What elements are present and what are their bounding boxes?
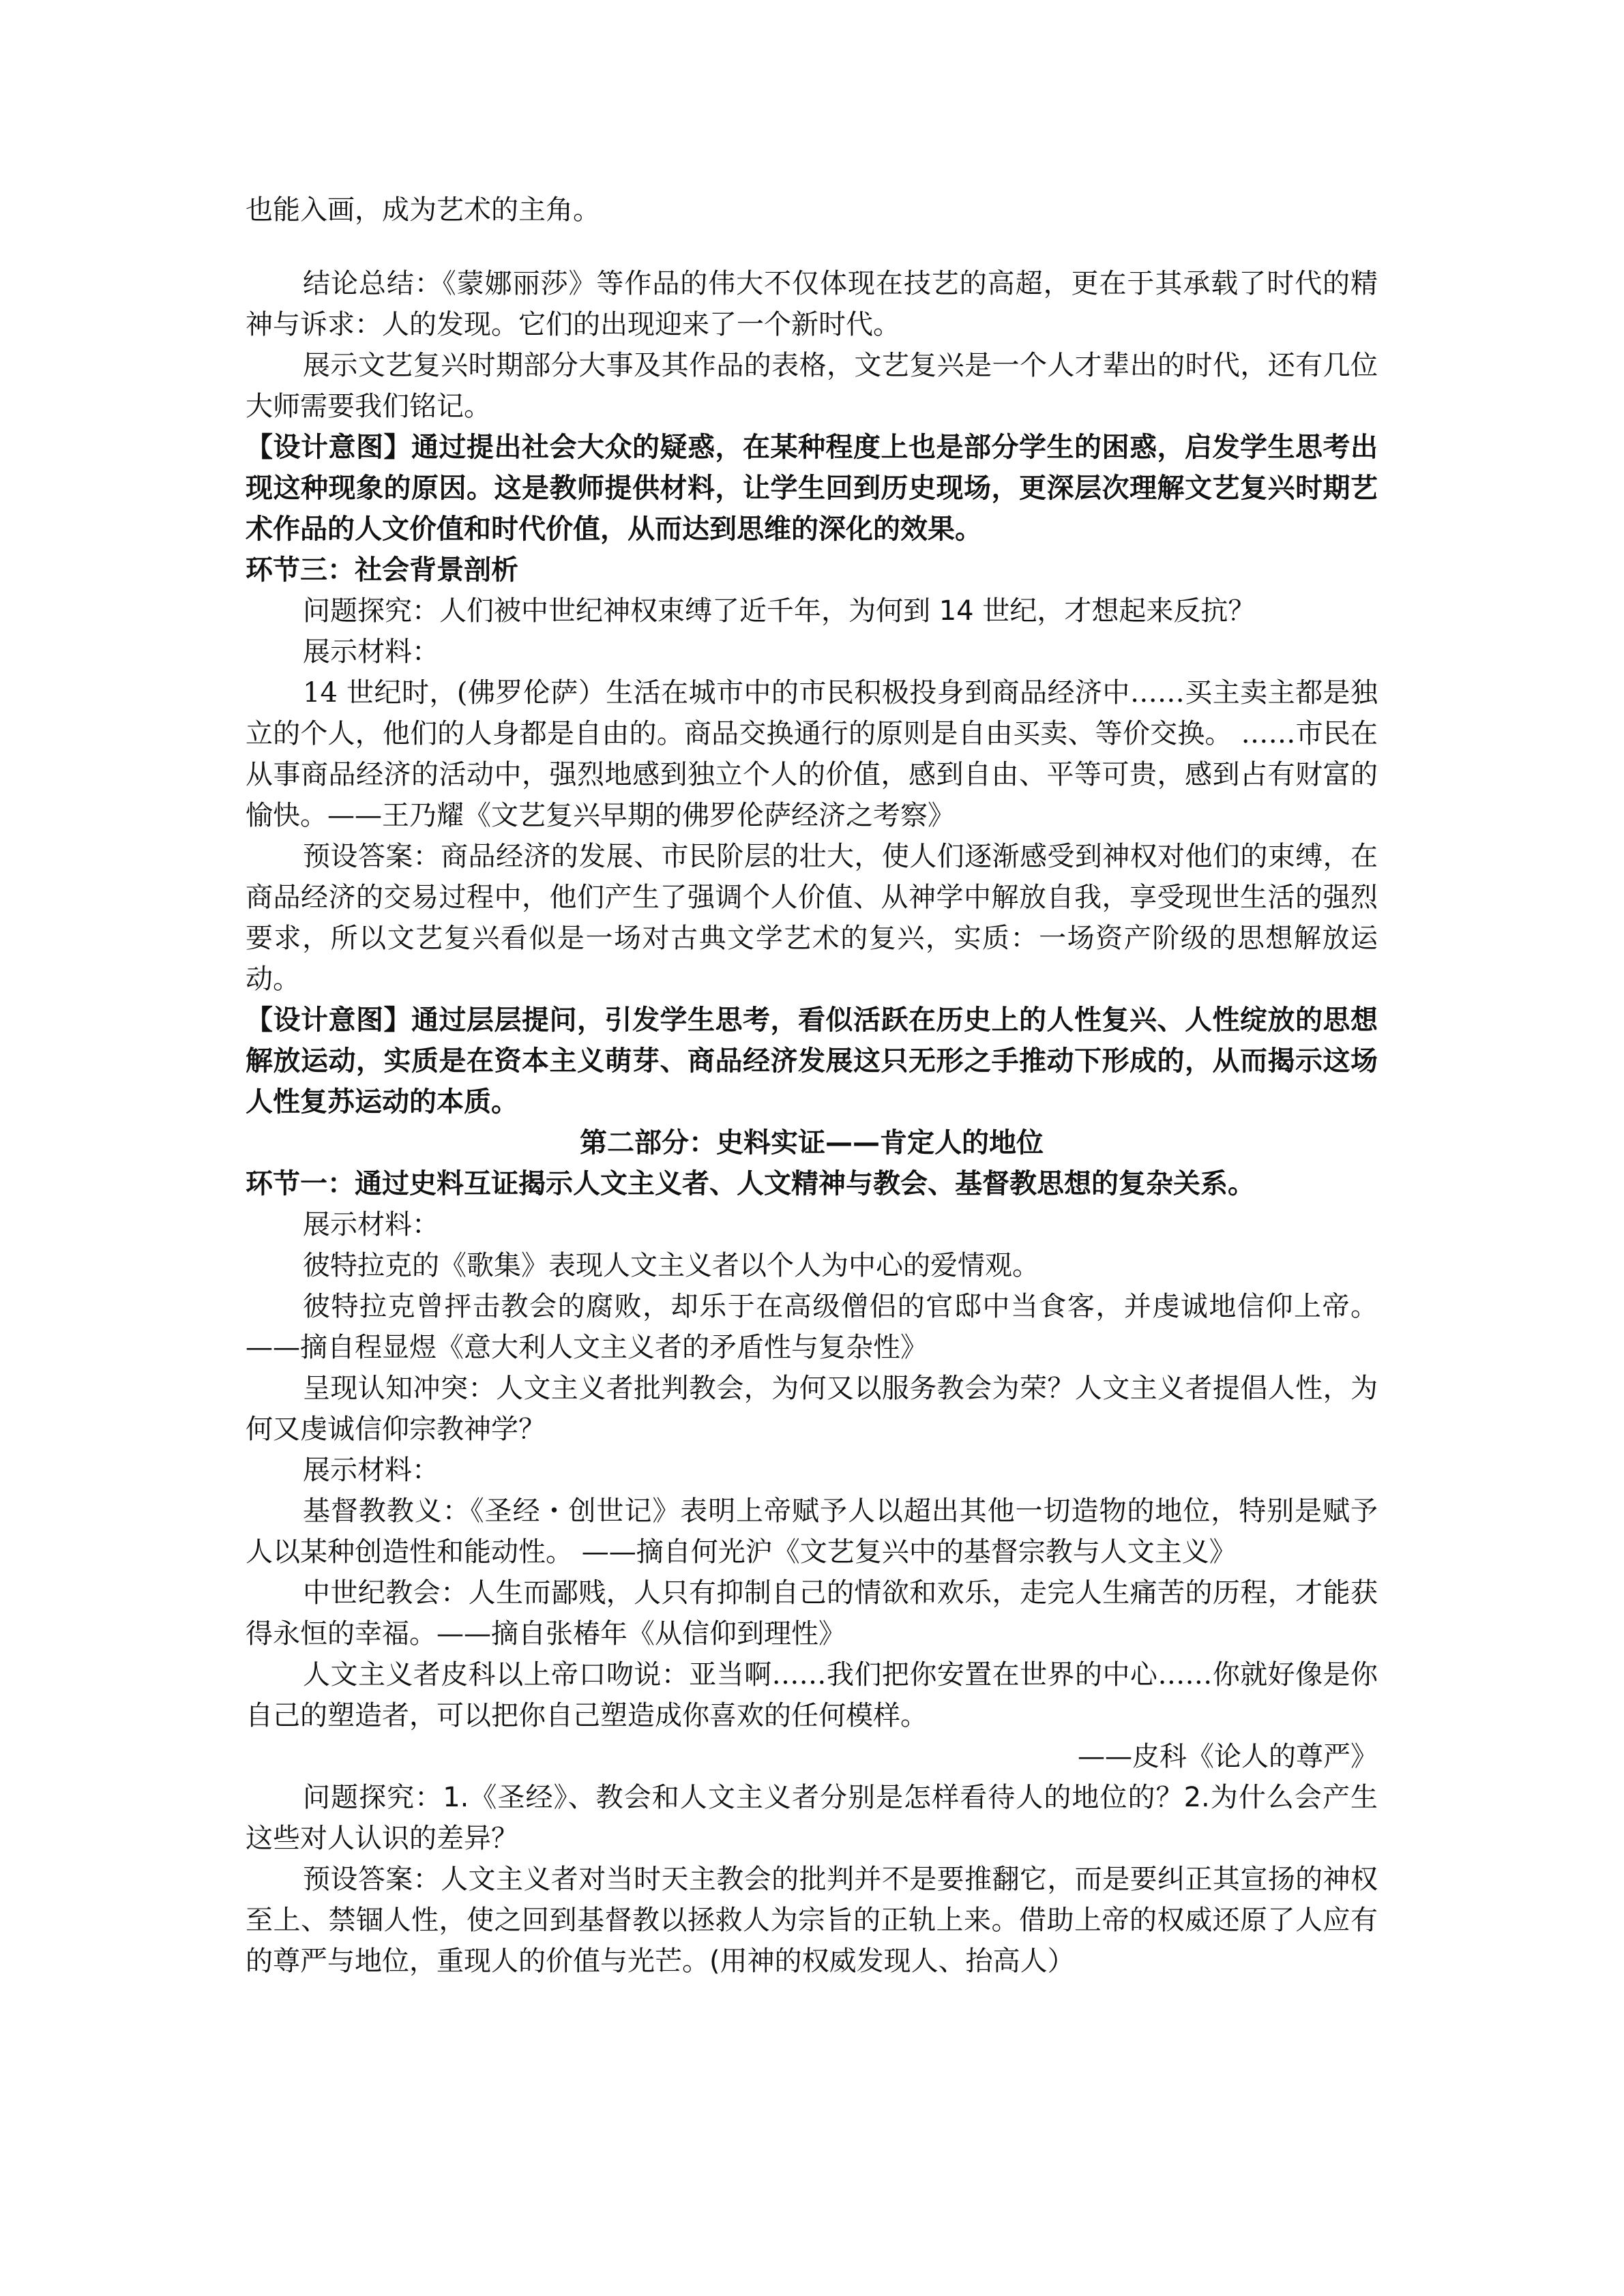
section-heading-step-one: 环节一：通过史料互证揭示人文主义者、人文精神与教会、基督教思想的复杂关系。 [246,1168,1255,1199]
material-christian-doctrine: 基督教教义：《圣经・创世记》表明上帝赋予人以超出其他一切造物的地位，特别是赋予人以某种创造性和能动性。 ——摘自何光沪《文艺复兴中的基督宗教与人文主义》 [246,1495,1378,1568]
design-intent-1: 【设计意图】通过提出社会大众的疑惑，在某种程度上也是部分学生的困惑，启发学生思考出现这种现象的原因。这是教师提供材料，让学生回到历史现场，更深层次理解文艺复兴时期艺术作品的人文价值和时代价值，从而达到思维的深化的效果。 [246,432,1378,545]
material-petrarch-songbook: 彼特拉克的《歌集》表现人文主义者以个人为中心的爱情观。 [303,1250,1039,1281]
show-material-label-2: 展示材料： [303,1209,439,1240]
design-intent-2: 【设计意图】通过层层提问，引发学生思考，看似活跃在历史上的人性复兴、人性绽放的思想解放运动，实质是在资本主义萌芽、商品经济发展这只无形之手推动下形成的，从而揭示这场人性复苏运动的本质。 [246,1004,1378,1118]
show-material-label-1: 展示材料： [303,636,439,668]
section-heading-social-background: 环节三：社会背景剖析 [246,554,518,586]
material-medieval-church: 中世纪教会：人生而鄙贱，人只有抑制自己的情欲和欢乐，走完人生痛苦的历程，才能获得永恒的幸福。——摘自张椿年《从信仰到理性》 [246,1577,1378,1650]
cognitive-conflict: 呈现认知冲突：人文主义者批判教会，为何又以服务教会为荣？人文主义者提倡人性，为何又虔诚信仰宗教神学？ [246,1373,1378,1445]
show-material-label-3: 展示材料： [303,1455,439,1486]
part-two-title: 第二部分：史料实证——肯定人的地位 [580,1127,1044,1159]
preset-answer-1: 预设答案：商品经济的发展、市民阶层的壮大，使人们逐渐感受到神权对他们的束缚，在商品经济的交易过程中，他们产生了强调个人价值、从神学中解放自我，享受现世生活的强烈要求，所以文艺复兴看似是一场对古典文学艺术的复兴，实质：一场资产阶级的思想解放运动。 [246,841,1378,995]
paragraph-table-intro: 展示文艺复兴时期部分大事及其作品的表格，文艺复兴是一个人才辈出的时代，还有几位大师需要我们铭记。 [246,350,1378,422]
paragraph-continuation: 也能入画，成为艺术的主角。 [246,194,600,226]
document-body [246,190,1378,1982]
question-inquiry-2: 问题探究：1.《圣经》、教会和人文主义者分别是怎样看待人的地位的？2.为什么会产生这些对人认识的差异？ [246,1782,1378,1854]
material-quote-florence: 14 世纪时，(佛罗伦萨）生活在城市中的市民积极投身到商品经济中……买主卖主都是独立的个人，他们的人身都是自由的。商品交换通行的原则是自由买卖、等价交换。 ……市民在从事商品经济的活动中，强烈地感到独立个人的价值，感到自由、平等可贵，感到占有财富的愉快。——王乃耀《文艺复兴早期的佛罗伦萨经济之考察》 [246,677,1378,831]
material-pico-source: ——皮科《论人的尊严》 [1078,1741,1378,1772]
preset-answer-2: 预设答案：人文主义者对当时天主教会的批判并不是要推翻它，而是要纠正其宣扬的神权至上、禁锢人性，使之回到基督教以拯救人为宗旨的正轨上来。借助上帝的权威还原了人应有的尊严与地位，重现人的价值与光芒。(用神的权威发现人、抬高人） [246,1864,1378,1977]
material-petrarch-church: 彼特拉克曾抨击教会的腐败，却乐于在高级僧侣的官邸中当食客，并虔诚地信仰上帝。——摘自程显煜《意大利人文主义者的矛盾性与复杂性》 [246,1291,1378,1363]
paragraph-conclusion: 结论总结：《蒙娜丽莎》等作品的伟大不仅体现在技艺的高超，更在于其承载了时代的精神与诉求：人的发现。它们的出现迎来了一个新时代。 [246,268,1378,340]
material-pico-quote: 人文主义者皮科以上帝口吻说：亚当啊……我们把你安置在世界的中心……你就好像是你自己的塑造者，可以把你自己塑造成你喜欢的任何模样。 [246,1659,1378,1731]
question-inquiry-1: 问题探究：人们被中世纪神权束缚了近千年，为何到 14 世纪，才想起来反抗？ [303,595,1256,627]
